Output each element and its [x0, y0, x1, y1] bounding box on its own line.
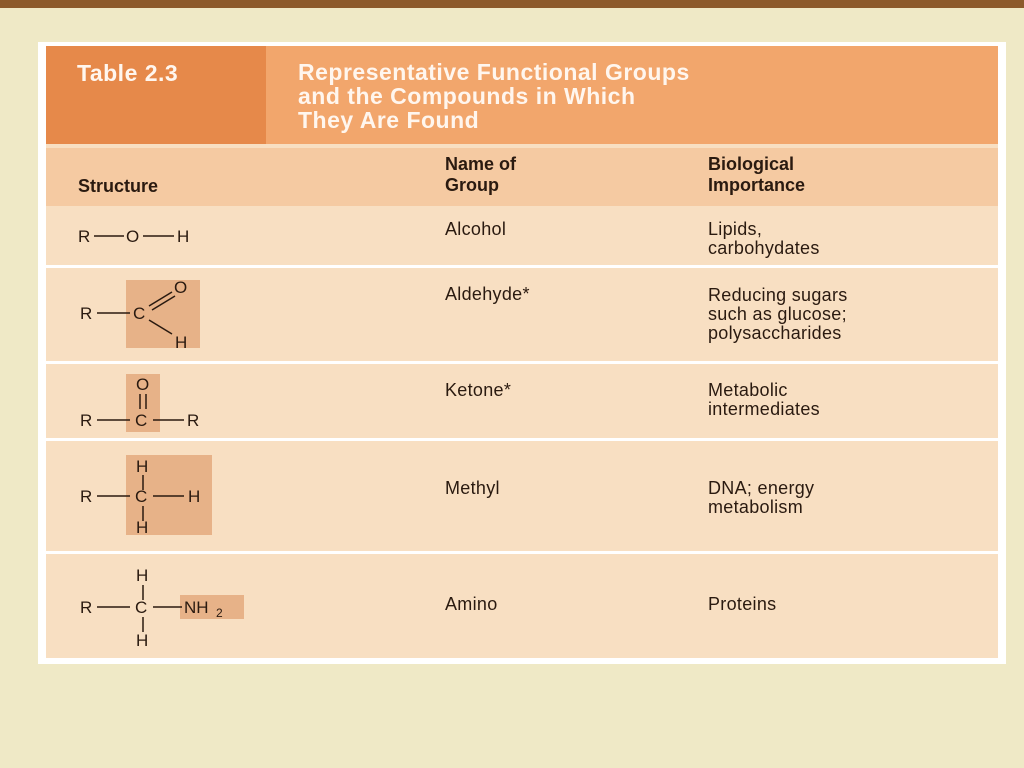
table-title — [298, 60, 958, 132]
atom-label: R — [80, 411, 93, 430]
atom-label: O — [126, 227, 140, 246]
table-number: Table 2.3 — [77, 60, 179, 86]
table-title-band — [46, 46, 998, 144]
group-name: Aldehyde* — [445, 284, 530, 304]
header-importance-line1: Biological — [708, 154, 795, 174]
importance-line: carbohydates — [708, 238, 820, 258]
table-row — [46, 441, 998, 554]
atom-label: C — [135, 487, 148, 506]
atom-label: H — [136, 631, 149, 650]
atom-label: NH — [184, 598, 209, 617]
atom-label: R — [80, 304, 93, 323]
atom-label: R — [78, 227, 91, 246]
table-number-band — [46, 46, 266, 144]
atom-label: H — [177, 227, 190, 246]
header-importance-line2: Importance — [708, 175, 806, 195]
importance-line: Reducing sugars — [708, 285, 848, 305]
atom-label: C — [135, 411, 148, 430]
top-border — [0, 0, 1024, 8]
group-name: Ketone* — [445, 380, 512, 400]
table-row — [46, 268, 998, 364]
group-name: Alcohol — [445, 219, 507, 239]
table-row — [46, 554, 998, 658]
atom-label: C — [135, 598, 148, 617]
atom-label: H — [136, 457, 149, 476]
group-name: Amino — [445, 594, 498, 614]
atom-label: H — [188, 487, 201, 506]
atom-label: C — [133, 304, 146, 323]
title-line: Representative Functional Groups — [298, 59, 690, 85]
importance-line: metabolism — [708, 497, 804, 517]
header-name-line1: Name of — [445, 154, 517, 174]
functional-groups-table — [46, 46, 998, 658]
table-row — [46, 364, 998, 441]
atom-label: R — [187, 411, 200, 430]
atom-label: R — [80, 598, 93, 617]
header-structure: Structure — [78, 176, 159, 196]
atom-label: O — [136, 375, 150, 394]
atom-label: H — [175, 333, 188, 352]
header-row — [46, 148, 998, 206]
group-name: Methyl — [445, 478, 500, 498]
title-line: They Are Found — [298, 107, 480, 133]
importance-line: Lipids, — [708, 219, 763, 239]
importance-line: intermediates — [708, 399, 820, 419]
atom-subscript: 2 — [216, 606, 223, 620]
importance-line: DNA; energy — [708, 478, 815, 498]
table-row — [46, 206, 998, 268]
importance-line: Metabolic — [708, 380, 788, 400]
importance-line: polysaccharides — [708, 323, 842, 343]
aldehyde-structure — [46, 268, 346, 361]
methyl-structure — [46, 441, 346, 551]
atom-label: H — [136, 566, 149, 585]
alcohol-structure — [46, 206, 346, 265]
title-line: and the Compounds in Which — [298, 83, 636, 109]
importance-line: Proteins — [708, 594, 777, 614]
atom-label: R — [80, 487, 93, 506]
atom-label: H — [136, 518, 149, 537]
importance-line: such as glucose; — [708, 304, 847, 324]
ketone-structure — [46, 364, 346, 438]
atom-label: O — [174, 278, 188, 297]
header-name-line2: Group — [445, 175, 499, 195]
amino-structure — [46, 554, 346, 658]
